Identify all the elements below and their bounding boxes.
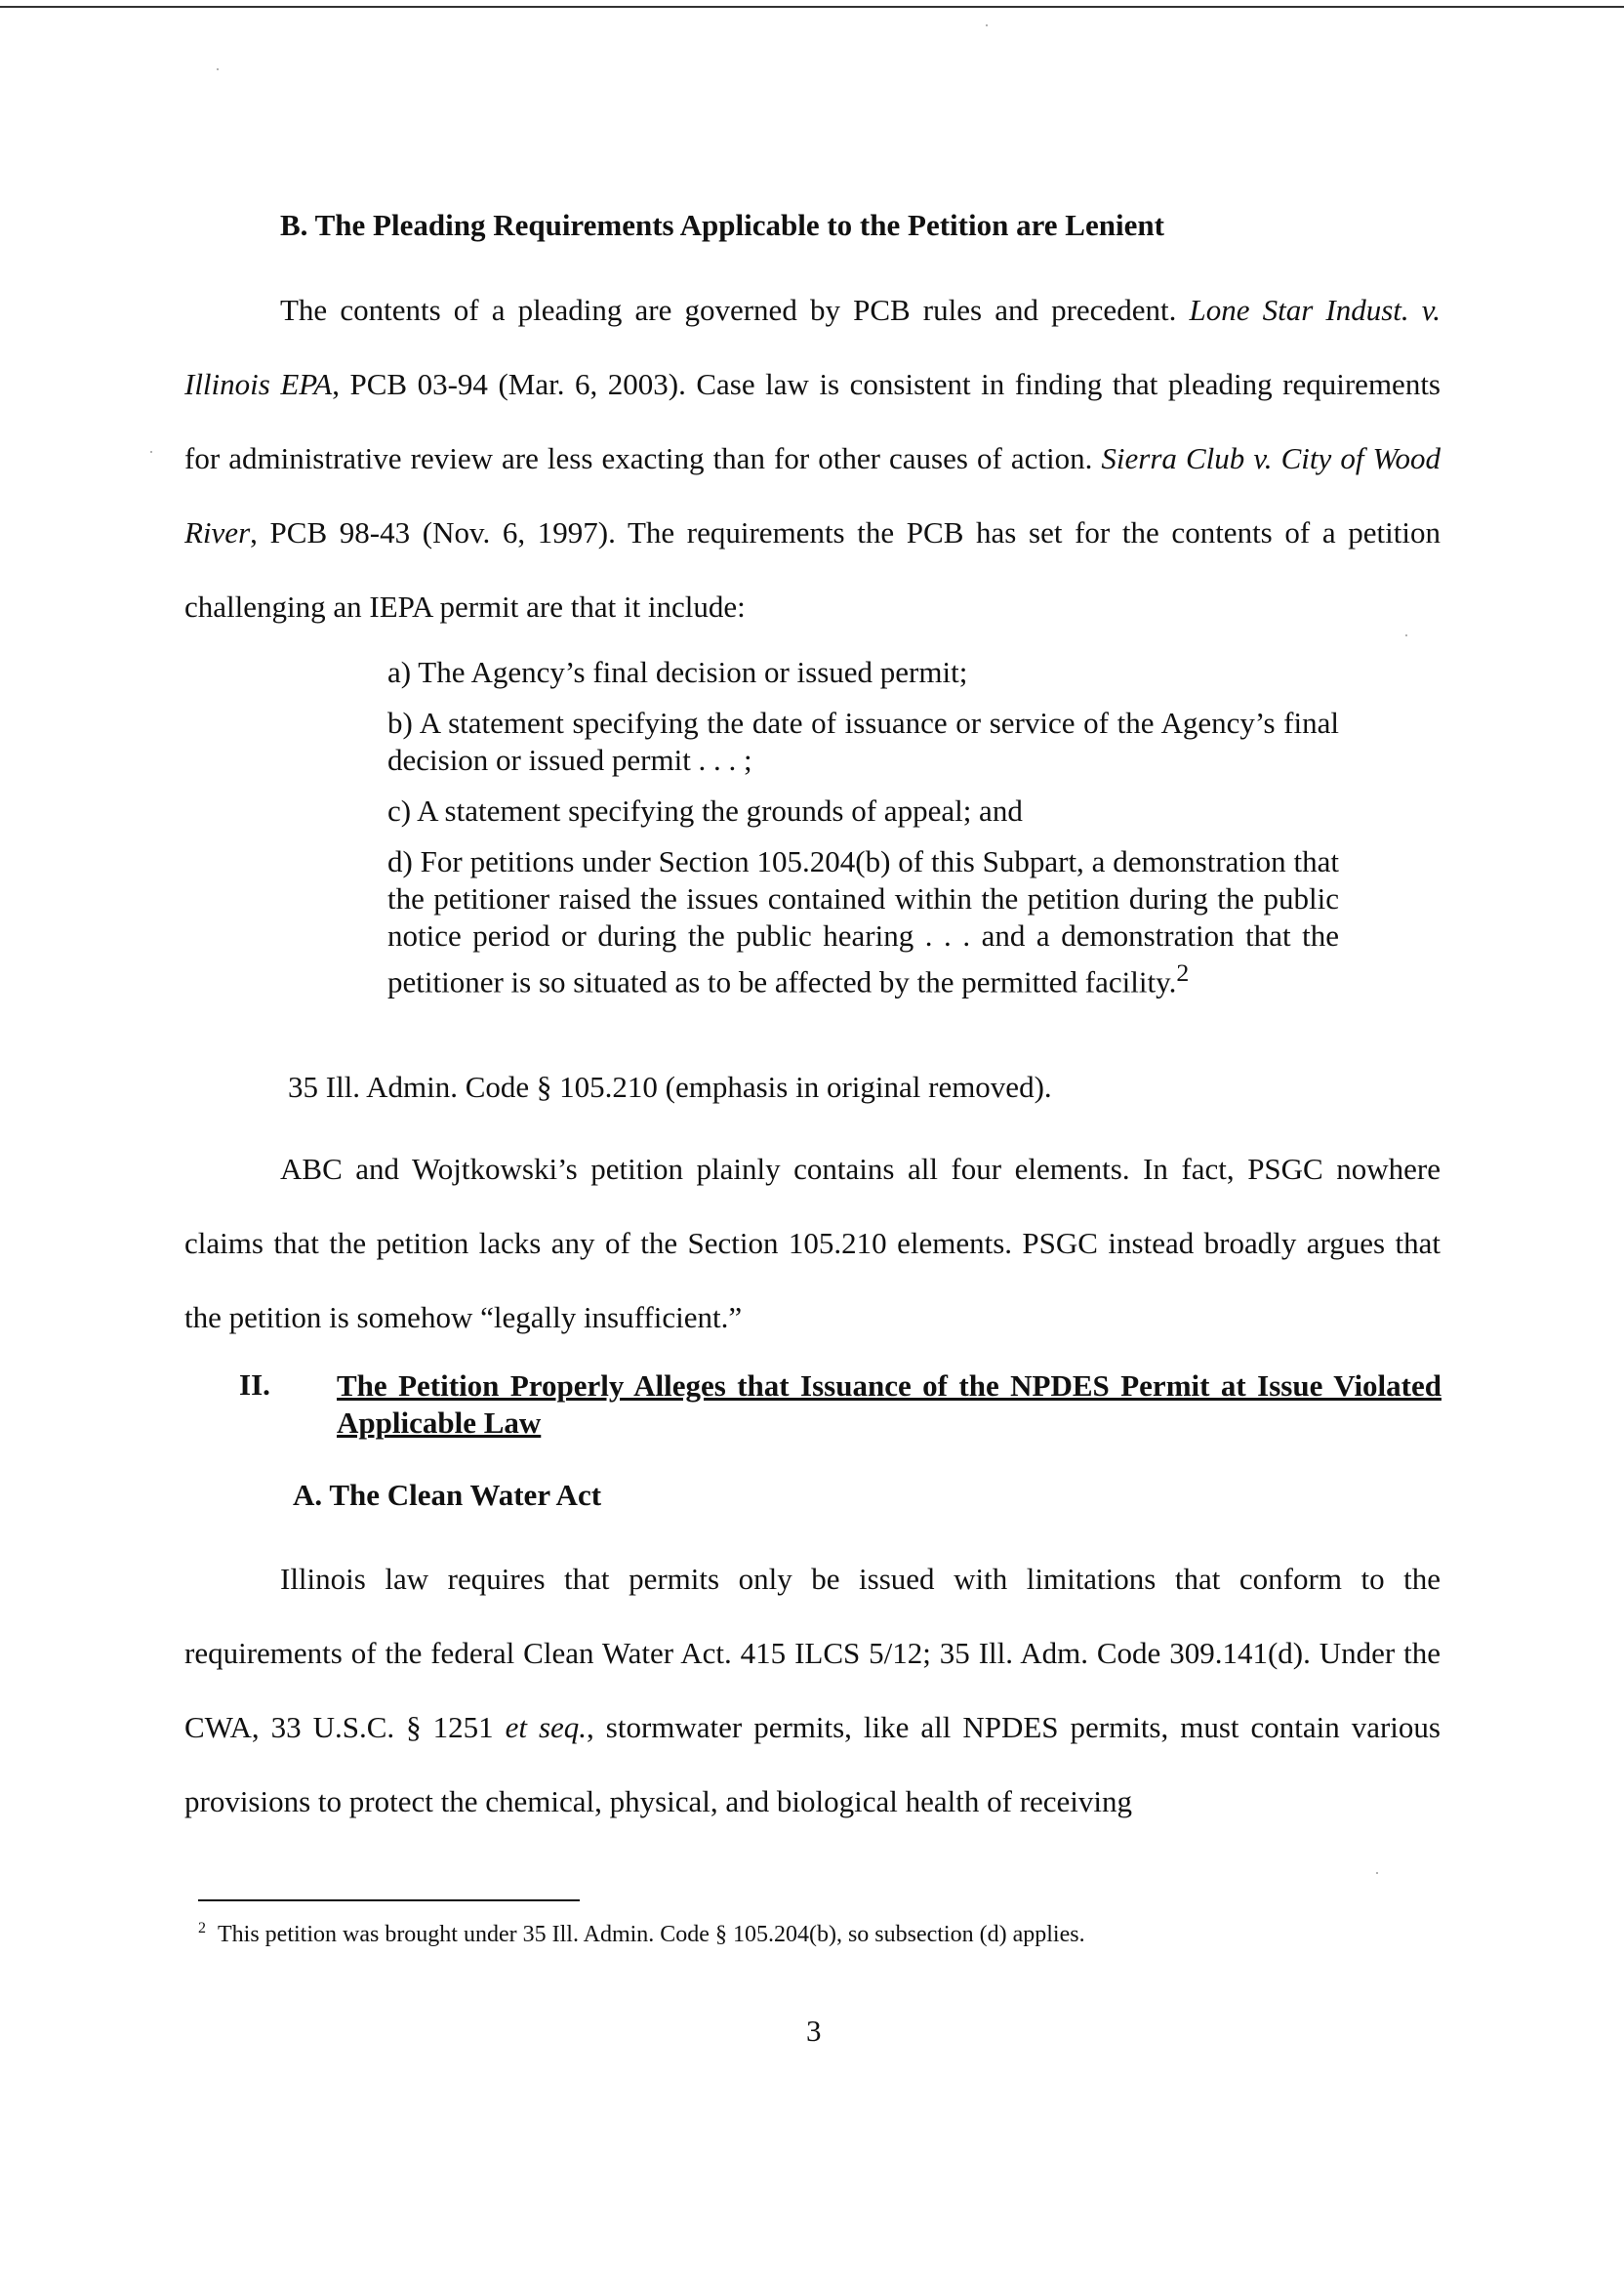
quote-item-d	[387, 843, 1339, 1000]
section-b-paragraph-1	[184, 273, 1441, 644]
paragraph-text: ABC and Wojtkowski’s petition plainly contains all four elements. In fact, PSGC nowhere claims that the petition lacks any of the Section 105.210 elements. PSGC instead broadly argues that the petition is somehow “legally insufficient.”	[184, 1152, 1441, 1334]
section-b-heading: B. The Pleading Requirements Applicable to the Petition are Lenient	[280, 208, 1164, 242]
paragraph-text: , PCB 03-94 (Mar. 6, 2003). Case law is consistent in finding that pleading requirements for administrative review are less exacting than for other causes of action.	[184, 367, 1441, 475]
quote-item-b: b) A statement specifying the date of issuance or service of the Agency’s final decision or issued permit . . . ;	[387, 706, 1339, 777]
case-citation-sierra-club: Sierra Club v. City of Wood River	[184, 441, 1441, 550]
quote-item-c: c) A statement specifying the grounds of appeal; and	[387, 794, 1023, 828]
section-a-heading: A. The Clean Water Act	[293, 1478, 602, 1512]
top-scan-border	[0, 6, 1624, 8]
paragraph-text: Illinois law requires that permits only be issued with limitations that conform to the requirements of the federal Clean Water Act. 415 ILCS 5/12; 35 Ill. Adm. Code 309.141(d). Under the CWA, 33 U.S.C. § 1251	[184, 1562, 1441, 1744]
page-number: 3	[806, 2014, 822, 2048]
section-a-paragraph	[184, 1542, 1441, 1839]
footnote-text: This petition was brought under 35 Ill. Admin. Code § 105.204(b), so subsection (d) applies.	[218, 1922, 1085, 1947]
footnote-separator	[198, 1899, 580, 1901]
footnote-reference: 2	[1176, 958, 1190, 987]
section-number: II.	[239, 1367, 270, 1402]
quote-item-d-text: d) For petitions under Section 105.204(b) of this Subpart, a demonstration that the petitioner raised the issues contained within the petition during the public notice period or during the public hearing . . . and a demonstration that the petitioner is so situated as to be affected by the permitted facility.	[387, 844, 1339, 999]
statute-citation: 35 Ill. Admin. Code § 105.210 (emphasis in original removed).	[288, 1070, 1052, 1104]
scan-speck	[150, 451, 152, 453]
block-quote	[387, 654, 1339, 1014]
case-citation-lone-star: Lone Star Indust. v. Illinois EPA	[184, 293, 1441, 401]
section-b-paragraph-2	[184, 1132, 1441, 1355]
paragraph-text: , stormwater permits, like all NPDES permits, must contain various provisions to protect the chemical, physical, and biological health of receiving	[184, 1710, 1441, 1818]
scan-speck	[217, 68, 219, 70]
paragraph-text: The contents of a pleading are governed by PCB rules and precedent.	[280, 293, 1190, 327]
scan-speck	[1376, 1872, 1378, 1874]
paragraph-text: , PCB 98-43 (Nov. 6, 1997). The requirements the PCB has set for the contents of a petition challenging an IEPA permit are that it include:	[184, 515, 1441, 624]
scan-speck	[986, 24, 988, 26]
scan-speck	[1405, 634, 1407, 636]
section-title: The Petition Properly Alleges that Issuance of the NPDES Permit at Issue Violated Applicable Law	[337, 1368, 1441, 1440]
latin-term: et seq.	[505, 1710, 588, 1744]
quote-item-a: a) The Agency’s final decision or issued permit;	[387, 655, 968, 689]
footnote	[198, 1920, 1085, 1948]
footnote-marker: 2	[198, 1920, 206, 1936]
